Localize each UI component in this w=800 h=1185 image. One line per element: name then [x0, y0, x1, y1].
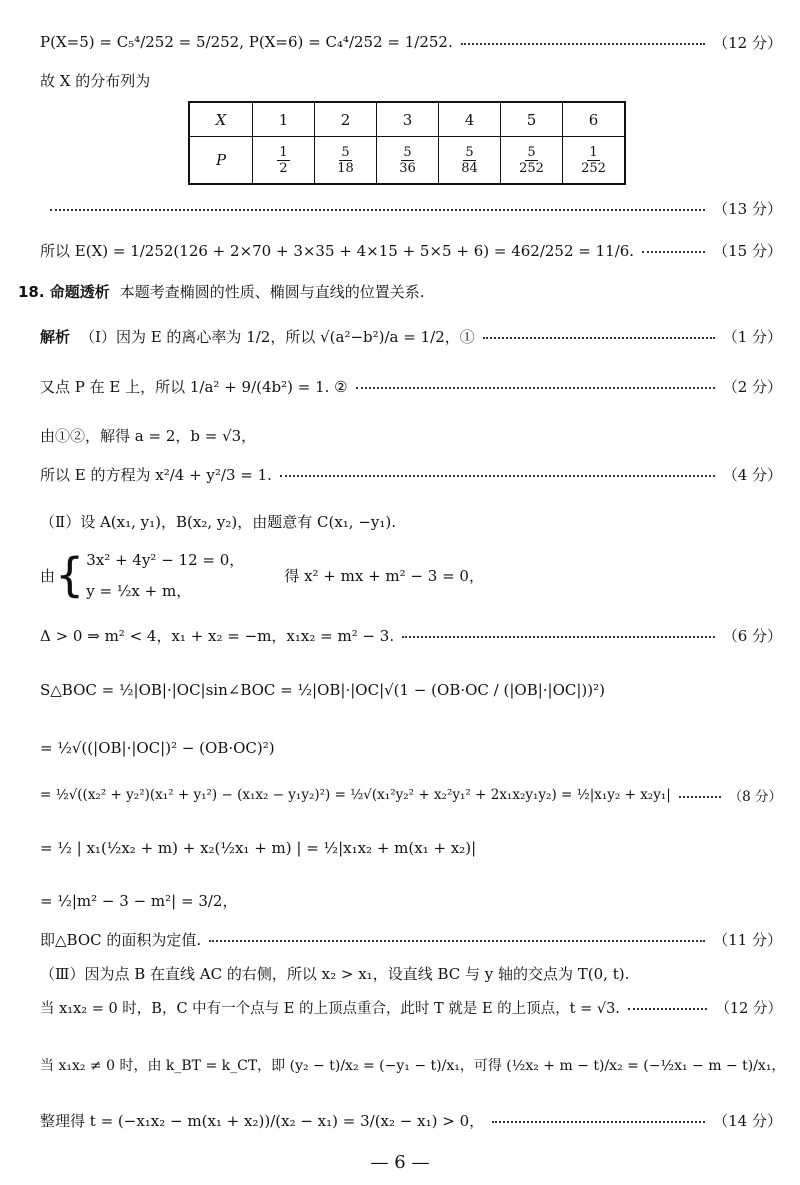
leader-dots — [679, 796, 721, 798]
area-formula-line1 — [40, 660, 782, 720]
prob-line-5-6 — [40, 22, 782, 62]
brace-icon: { — [55, 548, 85, 602]
solution-part3-line2 — [40, 994, 782, 1020]
solution-part3-line4 — [40, 1100, 782, 1140]
score-label: （11 分） — [713, 930, 782, 949]
area-formula-line4 — [40, 828, 782, 868]
leader-dots — [461, 43, 705, 45]
score-label: （12 分） — [715, 1000, 782, 1017]
solution-text: （Ⅲ）因为点 B 在直线 AC 的右侧，所以 x₂ > x₁，设直线 BC 与 y 轴的交点为 T(0, t). — [40, 964, 630, 983]
solution-part1-line4 — [40, 454, 782, 494]
question-18-summary: 本题考查椭圆的性质、椭圆与直线的位置关系. — [119, 282, 425, 301]
leader-dots — [483, 337, 715, 339]
system-equation-1: 3x² + 4y² − 12 = 0， — [86, 551, 245, 569]
solution-part3-line1 — [40, 960, 782, 986]
table-cell: 1 — [253, 102, 315, 137]
solution-text: 即△BOC 的面积为定值. — [40, 930, 202, 949]
prob-expression: P(X=5) = C₅⁴/252 = 5/252, P(X=6) = C₄⁴/252 = 1/252. — [40, 33, 453, 51]
leader-dots — [280, 475, 715, 477]
table-cell: 5 — [501, 102, 563, 137]
system-prefix: 由 — [40, 566, 56, 585]
table-cell: $\frac{5}{36}$ — [377, 137, 439, 185]
table-cell: 3 — [377, 102, 439, 137]
leader-dots — [492, 1121, 705, 1123]
table-cell: $\frac{5}{84}$ — [439, 137, 501, 185]
solution-part1-line1 — [40, 316, 782, 356]
solution-part3-line3 — [40, 1040, 786, 1090]
score-label: （2 分） — [722, 377, 782, 396]
score-label: （13 分） — [713, 199, 782, 218]
score-label: （8 分） — [728, 789, 782, 805]
area-formula: = ½√((x₂² + y₂²)(x₁² + y₁²) − (x₁x₂ − y₁y₂)²) = ½√(x₁²y₂² + x₂²y₁² + 2x₁x₂y₁y₂) = ½|x₁y₂ + x₂y₁| — [40, 787, 671, 803]
solution-text: 又点 P 在 E 上，所以 1/a² + 9/(4b²) = 1. ② — [40, 377, 348, 396]
page-number: — 6 — — [370, 1152, 430, 1173]
table-cell: $\frac{1}{2}$ — [253, 137, 315, 185]
solution-label: 解析 — [40, 327, 71, 346]
solution-text: （Ⅰ）因为 E 的离心率为 1/2，所以 √(a²−b²)/a = 1/2，① — [80, 327, 475, 346]
table-cell: $\frac{5}{18}$ — [315, 137, 377, 185]
solution-discriminant — [40, 622, 782, 648]
area-formula: = ½ | x₁(½x₂ + m) + x₂(½x₁ + m) | = ½|x₁x₂ + m(x₁ + x₂)| — [40, 839, 477, 857]
area-formula-line3 — [40, 775, 782, 815]
area-formula-line2 — [40, 728, 782, 768]
ellipse-equation: 所以 E 的方程为 x²/4 + y²/3 = 1. — [40, 465, 272, 484]
distribution-table — [188, 101, 626, 185]
score-label: （14 分） — [713, 1111, 782, 1130]
solution-text: Δ > 0 ⇒ m² < 4，x₁ + x₂ = −m，x₁x₂ = m² − 3. — [40, 626, 395, 645]
score-label: （12 分） — [713, 33, 782, 52]
table-cell: 2 — [315, 102, 377, 137]
area-formula: = ½√((|OB|·|OC|)² − (OB·OC)²) — [40, 739, 275, 757]
solution-text: 由①②，解得 a = 2，b = √3， — [40, 426, 257, 445]
area-formula: S△BOC = ½|OB|·|OC|sin∠BOC = ½|OB|·|OC|√(1 − (OB·OC / (|OB|·|OC|))²) — [40, 681, 605, 699]
system-equation-2: y = ½x + m， — [86, 582, 192, 600]
question-18-label: 18. 命题透析 — [18, 282, 110, 301]
table-row — [189, 102, 625, 137]
table-cell: $\frac{1}{252}$ — [563, 137, 626, 185]
table-row — [189, 137, 625, 185]
leader-dots — [642, 251, 705, 253]
solution-text: （Ⅱ）设 A(x₁, y₁)，B(x₂, y₂)，由题意有 C(x₁, −y₁). — [40, 512, 397, 531]
solution-part2-line1 — [40, 508, 782, 534]
leader-dots — [50, 209, 705, 211]
table-cell: X — [189, 102, 253, 137]
table-cell: 4 — [439, 102, 501, 137]
leader-dots — [356, 387, 715, 389]
distribution-intro-text: 故 X 的分布列为 — [40, 71, 151, 90]
leader-dots — [628, 1008, 708, 1010]
expectation-line — [40, 230, 782, 270]
expectation-expression: 所以 E(X) = 1/252(126 + 2×70 + 3×35 + 4×15 + 5×5 + 6) = 462/252 = 11/6. — [40, 241, 635, 260]
table-cell: 6 — [563, 102, 626, 137]
system-result: 得 x² + mx + m² − 3 = 0， — [284, 566, 484, 585]
area-formula: = ½|m² − 3 − m²| = 3/2， — [40, 891, 238, 910]
score-label: （4 分） — [722, 465, 782, 484]
solution-text: 当 x₁x₂ ≠ 0 时，由 k_BT = k_CT，即 (y₂ − t)/x₂ = (−y₁ − t)/x₁，可得 (½x₂ + m − t)/x₂ = (−½x₁ − m − t)/x₁， — [40, 1058, 786, 1074]
equation-system — [55, 549, 244, 601]
score-label: （1 分） — [722, 327, 782, 346]
table-cell: P — [189, 137, 253, 185]
score-label: （6 分） — [722, 626, 782, 645]
question-18-heading — [18, 278, 782, 304]
solution-part1-line2 — [40, 366, 782, 406]
solution-part1-line3 — [40, 422, 782, 448]
distribution-intro — [40, 68, 782, 92]
solution-text: 当 x₁x₂ = 0 时，B，C 中有一个点与 E 的上顶点重合，此时 T 就是 E 的上顶点，t = √3. — [40, 1000, 620, 1017]
solution-system-of-equations — [40, 540, 782, 610]
area-conclusion — [40, 926, 782, 952]
solution-text: 整理得 t = (−x₁x₂ − m(x₁ + x₂))/(x₂ − x₁) = 3/(x₂ − x₁) > 0， — [40, 1111, 485, 1130]
score-line-13 — [40, 196, 782, 220]
leader-dots — [209, 940, 705, 942]
area-formula-line5 — [40, 880, 782, 920]
leader-dots — [402, 636, 715, 638]
table-cell: $\frac{5}{252}$ — [501, 137, 563, 185]
score-label: （15 分） — [713, 241, 782, 260]
